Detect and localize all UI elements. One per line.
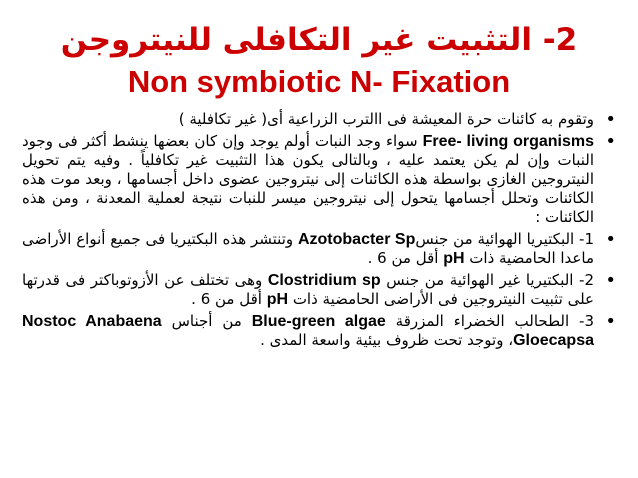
bullet-icon: • xyxy=(605,131,616,152)
english-term: Clostridium sp xyxy=(267,272,381,289)
bullet-item-5 xyxy=(22,312,618,350)
bullet-text: وهى تختلف عن الأزوتوباكتر فى قدرتها على تثبيت النيتروجين فى الأراضى الحامضية ذات xyxy=(22,271,594,308)
bullet-text: 2- البكتيريا غير الهوائية من جنس xyxy=(380,271,595,289)
bullet-icon: • xyxy=(605,311,616,332)
english-term: Free- living organisms xyxy=(422,133,594,150)
bullet-item-4 xyxy=(22,271,618,309)
bullet-text: وتقوم به كائنات حرة المعيشة فى االترب الزراعية أى( غير تكافلية ) xyxy=(178,110,594,128)
bullet-icon: • xyxy=(605,229,616,250)
bullet-list xyxy=(22,110,618,353)
bullet-icon: • xyxy=(605,270,616,291)
bullet-text: سواء وجد النبات أولم يوجد وإن كان بعضها ينشط أكثر فى وجود النبات وإن لم يكن يعتمد عليه ، وبالتالى يكون هذا التثبيت غير تكافلياً . وفيه يتم تحويل النيتروجين الغازى بواسطة هذه الكائنات إلى نيتروجين عضوى داخل أجسامها ، وبعد موت هذه الكائنات وتحلل أجسامها يتحول إلى نيتروجين ميسر للنبات نتيجة لعملية المعدنة ، ومن هذه الكائنات : xyxy=(22,132,594,226)
slide-title-english: Non symbiotic N- Fixation xyxy=(127,64,511,99)
english-term: Azotobacter Sp xyxy=(297,231,416,248)
bullet-text: أقل من 6 . xyxy=(191,290,267,308)
bullet-text: من أجناس xyxy=(161,312,252,330)
english-term: pH xyxy=(443,250,465,267)
english-term: Nostoc Anabaena Gloecapsa xyxy=(22,313,594,349)
bullet-text: وتنتشر هذه البكتيريا فى جميع أنواع الأراضى ماعدا الحامضية ذات xyxy=(22,230,594,267)
bullet-text: 3- الطحالب الخضراء المزرقة xyxy=(385,312,595,330)
bullet-text: 1- البكتيريا الهوائية من جنس xyxy=(415,230,595,248)
bullet-item-2 xyxy=(22,132,618,227)
bullet-item-1 xyxy=(22,110,618,129)
bullet-item-3 xyxy=(22,230,618,268)
slide-title-arabic: 2- التثبيت غير التكافلى للنيتروجن xyxy=(60,22,578,58)
bullet-text: أقل من 6 . xyxy=(367,249,444,267)
english-term: Blue-green algae xyxy=(251,313,386,330)
bullet-icon: • xyxy=(605,109,616,130)
english-term: pH xyxy=(266,291,289,308)
bullet-text: ، وتوجد تحت ظروف بيئية واسعة المدى . xyxy=(260,331,514,349)
